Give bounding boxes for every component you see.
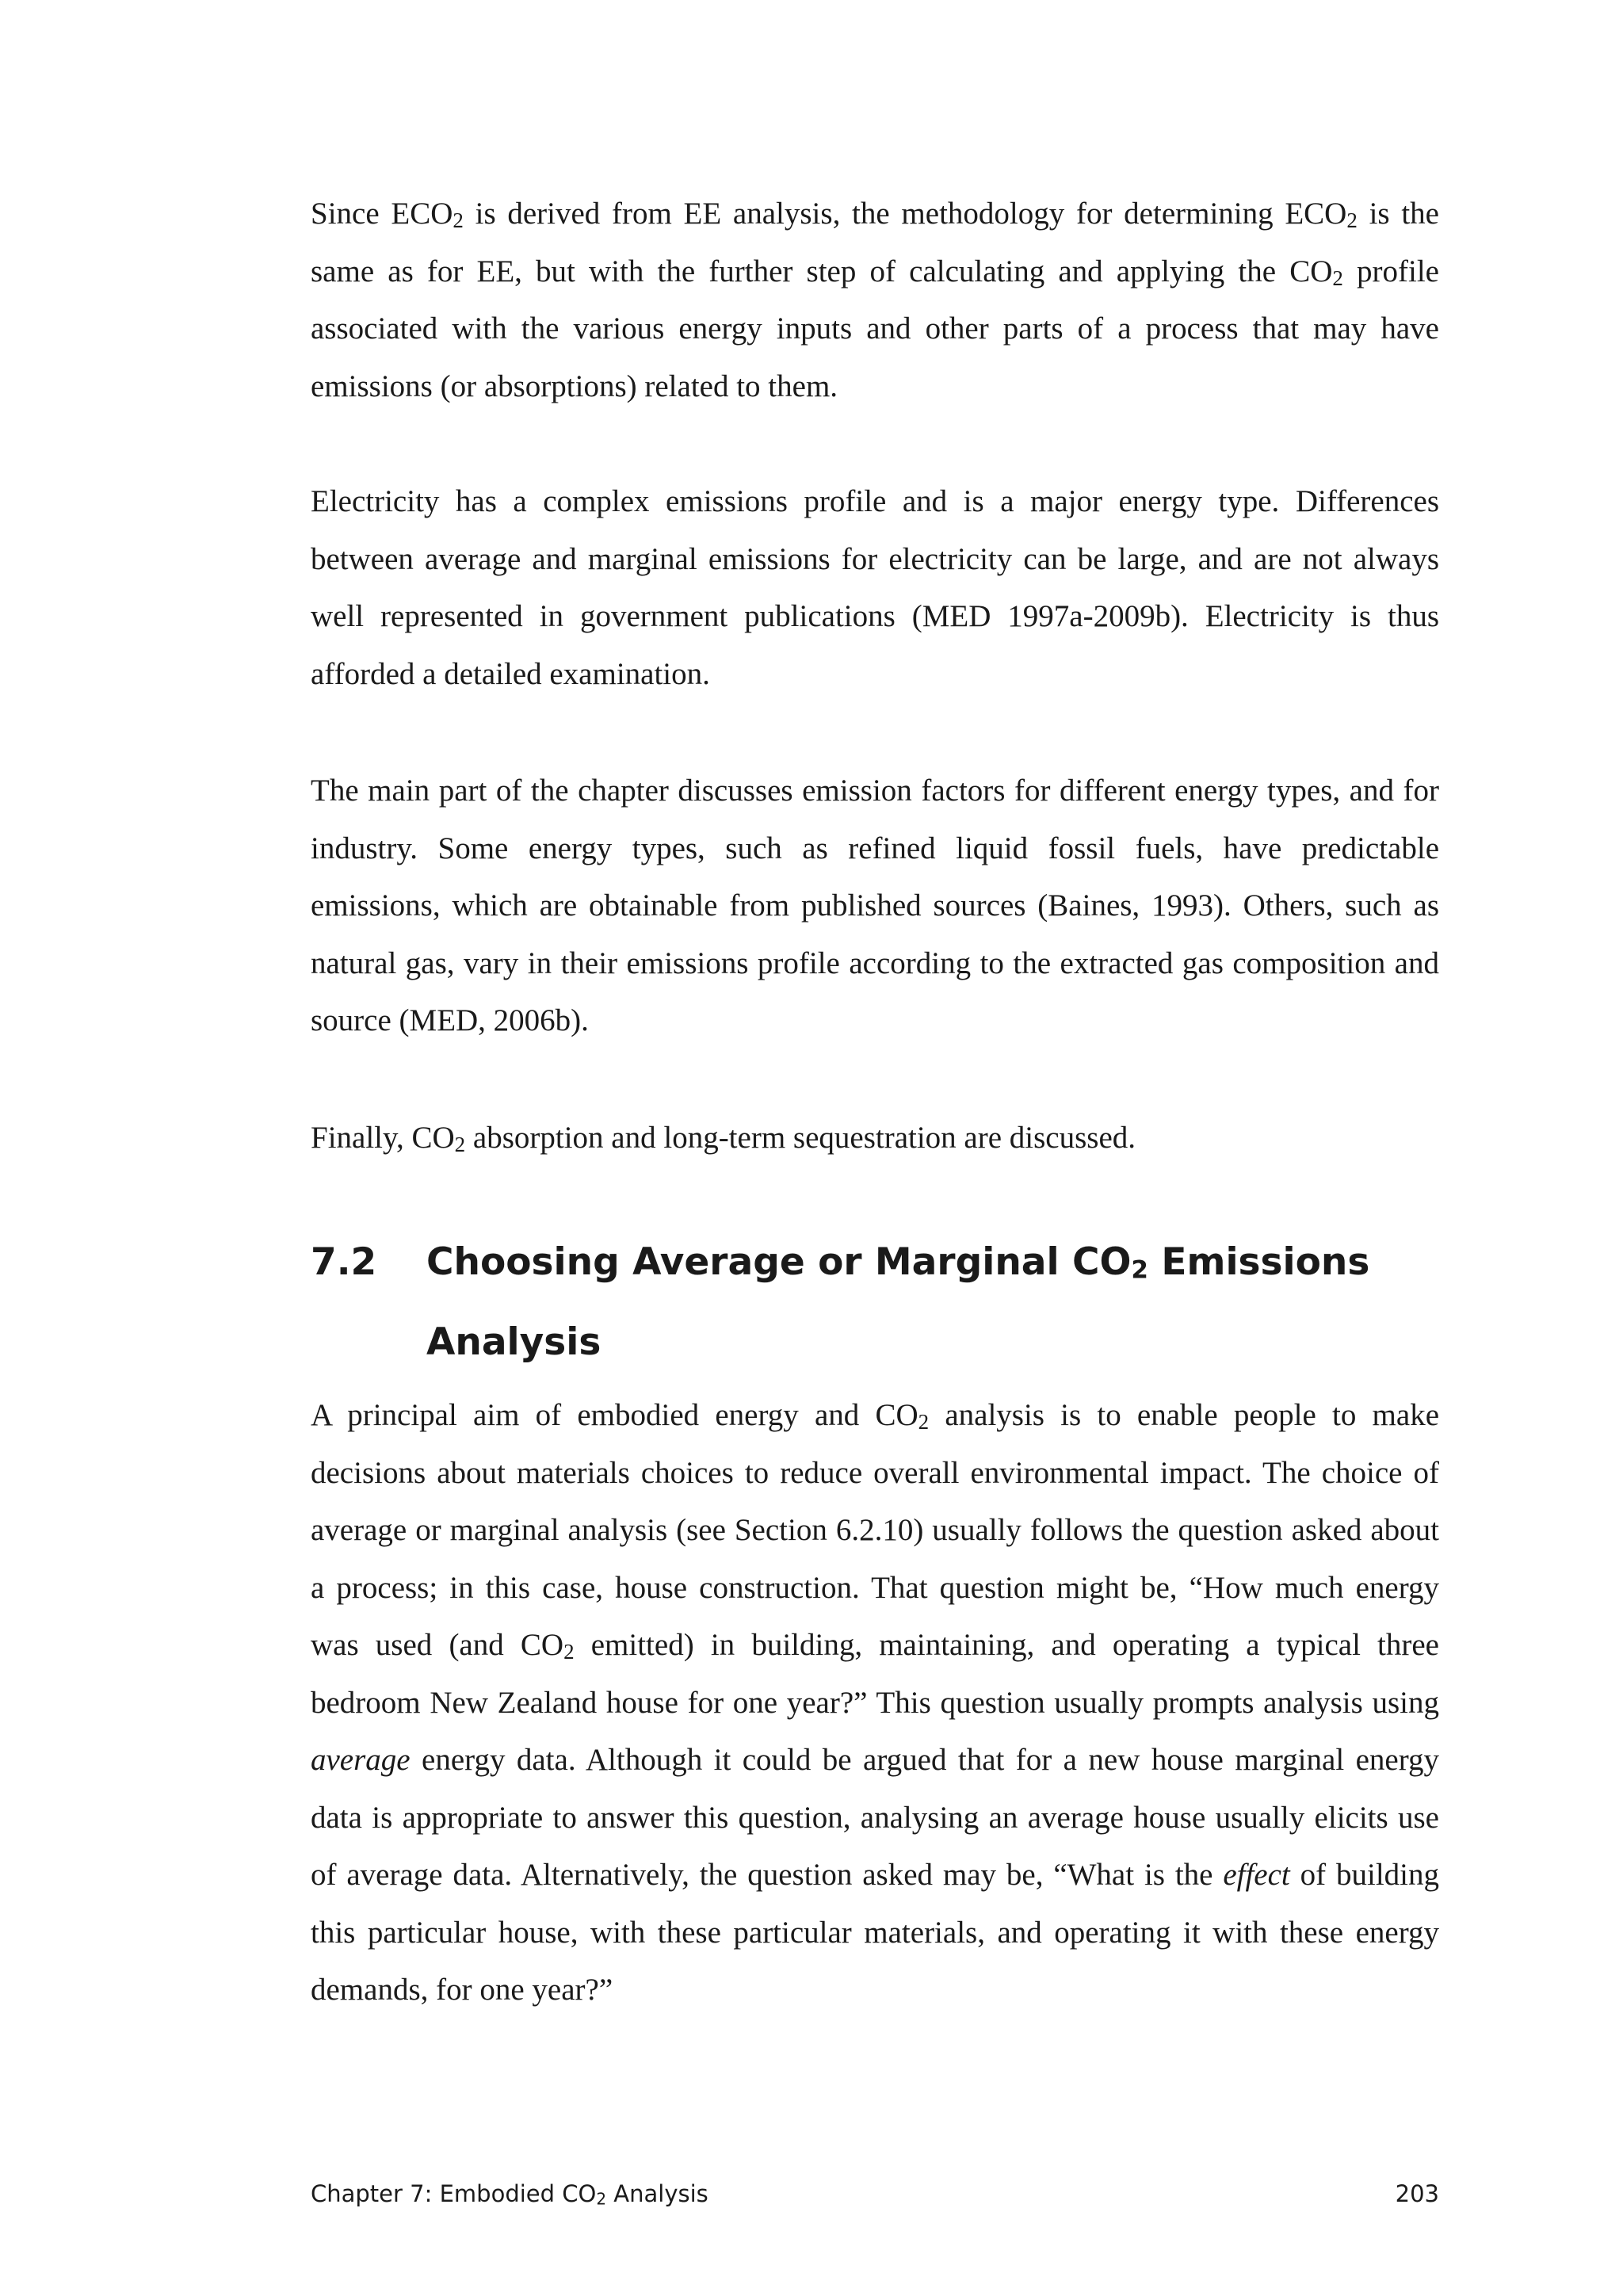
- section-title: Choosing Average or Marginal CO2 Emissions Analysis: [426, 1240, 1370, 1364]
- paragraph-electricity: Electricity has a complex emissions profile and is a major energy type. Differences between average and marginal emissions for electricity can be large, and are not always well represented in government publications (MED 1997a-2009b). Electricity is thus afforded a detailed examination.: [311, 484, 1439, 691]
- paragraph-eco2-methodology: Since ECO2 is derived from EE analysis, the methodology for determining ECO2 is the same as for EE, but with the further step of calculating and applying the CO2 profile associated with the various energy inputs and other parts of a process that may have emissions (or absorptions) related to them.: [311, 197, 1439, 403]
- section-number: 7.2: [311, 1240, 377, 1284]
- paragraph-average-or-marginal: A principal aim of embodied energy and CO2 analysis is to enable people to make decisions about materials choices to reduce overall environmental impact. The choice of average or marginal analysis (see Section 6.2.10) usually follows the question asked about a process; in this case, house construction. That question might be, “How much energy was used (and CO2 emitted) in building, maintaining, and operating a typical three bedroom New Zealand house for one year?” This question usually prompts analysis using average energy data. Although it could be argued that for a new house marginal energy data is appropriate to answer this question, analysing an average house usually elicits use of average data. Alternatively, the question asked may be, “What is the effect of building this particular house, with these particular materials, and operating it with these energy demands, for one year?”: [311, 1398, 1439, 2007]
- page-number: 203: [1395, 2180, 1439, 2207]
- paragraph-emission-factors: The main part of the chapter discusses emission factors for different energy types, and for industry. Some energy types, such as refined liquid fossil fuels, have predictable emissions, which are obtainable from published sources (Baines, 1993). Others, such as natural gas, vary in their emissions profile according to the extracted gas composition and source (MED, 2006b).: [311, 774, 1439, 1037]
- paragraph-absorption: Finally, CO2 absorption and long-term sequestration are discussed.: [311, 1121, 1136, 1156]
- footer-chapter-title: Chapter 7: Embodied CO2 Analysis: [311, 2180, 708, 2209]
